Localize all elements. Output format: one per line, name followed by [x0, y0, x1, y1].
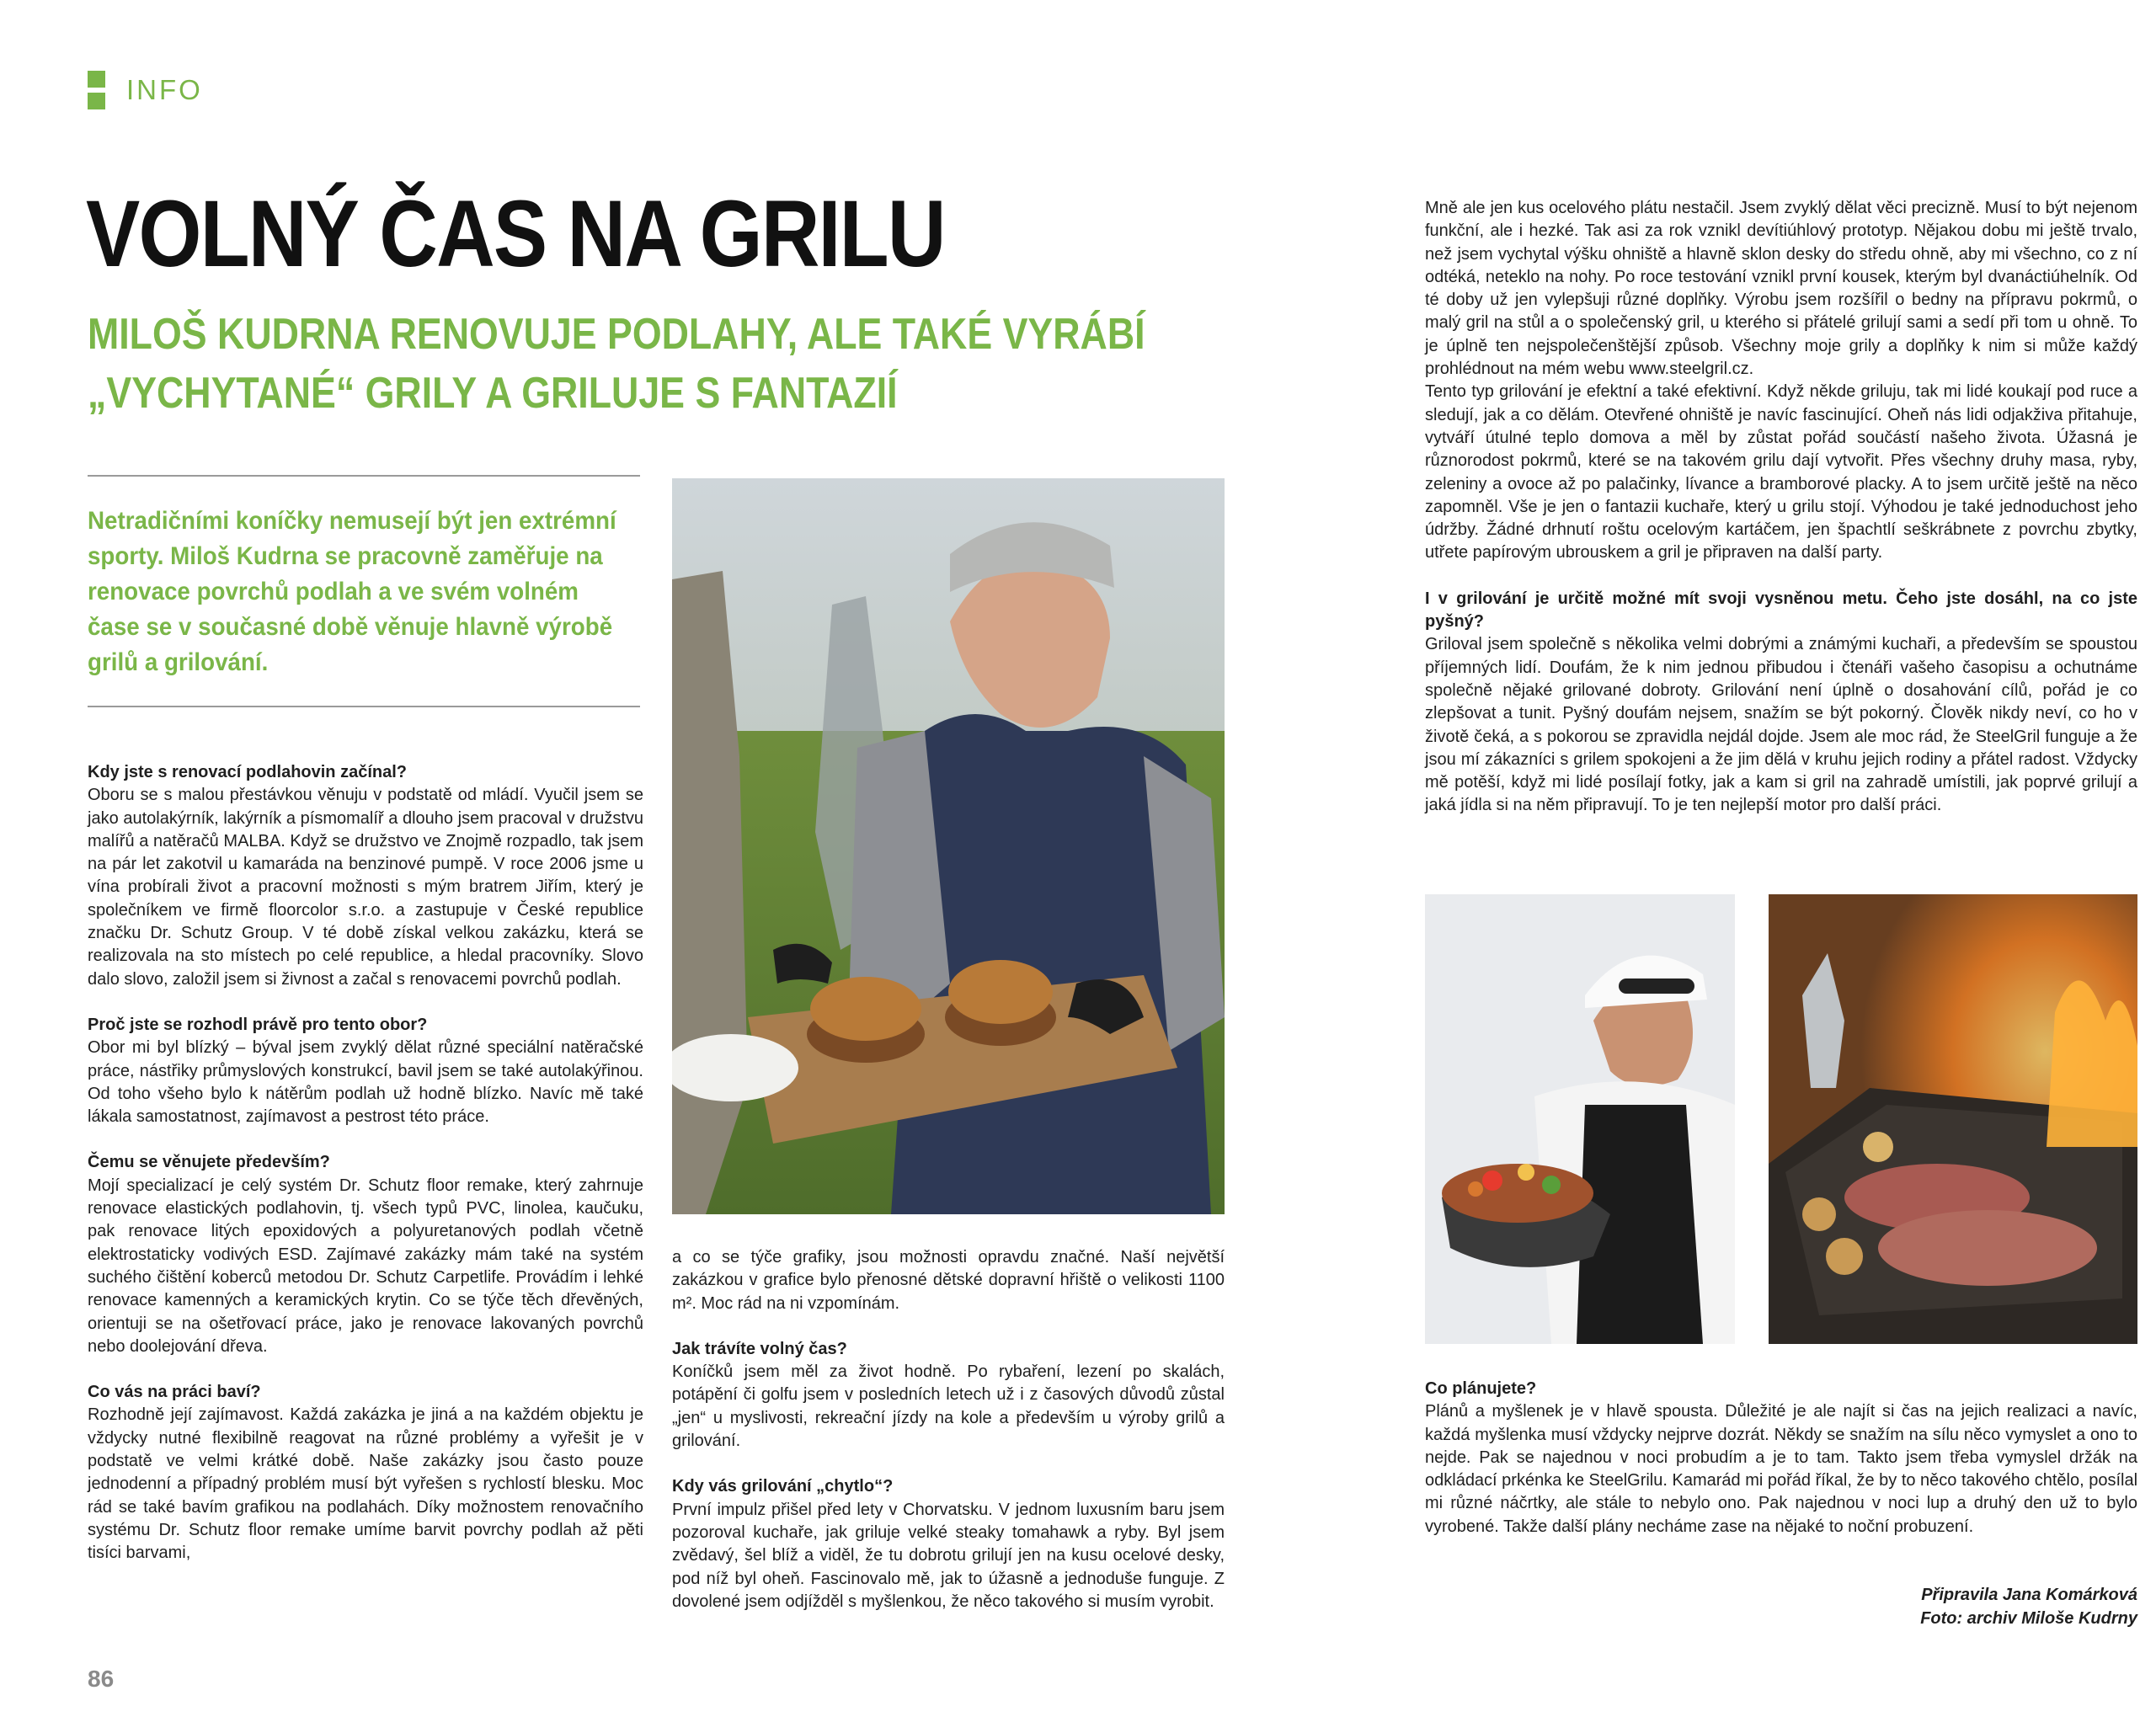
article-title: VOLNÝ ČAS NA GRILU	[86, 181, 945, 286]
question: Kdy vás grilování „chytlo“?	[672, 1477, 894, 1496]
page-number: 86	[88, 1666, 115, 1692]
question: Kdy jste s renovací podlahovin začínal?	[88, 763, 407, 781]
answer: Plánů a myšlenek je v hlavě spousta. Důležité je ale najít si čas na jejich realizaci a navíc, každá myšlenka musí vždycky nejprve dozrát. Někdy se snažím na sílu něco vymyslet a ono to nejde. Pak se najednou v noci probudím a je to tam. Takto jsem třeba vymyslel držák na odkládací prkénka ke SteelGrilu. Kamarád mi pořád říkal, že by to něco takového chtělo, posílal mi různé náčrtky, ale stále to nebylo ono. Pak najednou v noci lup a druhý den už to bylo vyrobené. Takže další plány necháme zase na nějaké to noční probuzení.	[1425, 1402, 2138, 1536]
answer: Rozhodně její zajímavost. Každá zakázka je jiná a na každém objektu je vždycky nutné flexibilně reagovat na různé problémy a vyřešit je v podstatě ve velmi krátké době. Naše zakázky jsou často pouze jednodenní a případný problém musí být vyřešen s rychlostí blesku. Moc rád se také bavím grafikou na podlahách. Díky možnostem renovačního systému Dr. Schutz floor remake umíme barvit povrchy podlah až pěti tisíci barvami,	[88, 1405, 643, 1563]
section-marker	[88, 71, 105, 109]
lead-top-rule	[88, 475, 640, 477]
article-column-1	[88, 761, 643, 1565]
lead-bottom-rule	[88, 706, 640, 707]
answer: Mně ale jen kus ocelového plátu nestačil. Jsem zvyklý dělat věci precizně. Musí to být nejenom funkční, ale i hezké. Tak asi za rok vznikl devítiúhlový prototyp. Nějakou dobu mi ještě trvalo, než jsem vychytal výšku ohniště a hlavně sklon desky do středu ohně, aby mi všechno, co z ní odtéká, neteklo na nohy. Po roce testování vznikl první kousek, kterým byl dvanáctiúhelník. Od té doby už jen vylepšuji různé doplňky. Výrobu jsem rozšířil o bedny na přípravu pokrmů, o malý gril na stůl a o společenský gril, u kterého si přátelé grilují sami a sedí při tom u ohně. To je úplně ten nejspolečenštější způsob. Všechny moje grily a doplňky k nim si může každý prohlédnout na mém webu www.steelgril.cz.	[1425, 199, 2137, 379]
question: Co plánujete?	[1425, 1379, 1537, 1398]
steelgril-photo	[1769, 894, 2137, 1344]
author-credit: Připravila Jana Komárková	[1921, 1586, 2137, 1604]
question: I v grilování je určitě možné mít svoji vysněnou metu. Čeho jste dosáhl, na co jste pyšný?	[1425, 589, 2137, 632]
answer: Obor mi byl blízký – býval jsem zvyklý dělat různé speciální natěračské práce, nástřiky průmyslových konstrukcí, bavil jsem se také autolakýřinou. Od toho všeho bylo k nátěrům podlah už hodně blízko. Navíc mě také lákala samostatnost, zajímavost a pestrost této práce.	[88, 1038, 643, 1127]
answer: Griloval jsem společně s několika velmi dobrými a známými kuchaři, a především se spoustou příjemných lidí. Doufám, že k nim jednou přibudou i čtenáři vašeho časopisu a ochutnáme společně nějaké grilované dobroty. Grilování není úplně o dosahování cílů, pořád je co zlepšovat a tunit. Pyšný doufám nejsem, snažím se být pokorný. Člověk nikdy neví, co ho v životě čeká, a s pokorou se zpravidla nejdál dojde. Jsem ale moc rád, že SteelGril funguje a že jsou mí zákazníci s grilem spokojeni a že jim dělá v kruhu jejich rodiny a přátel radost. Vždycky mě potěší, když mi lidé posílají fotky, jak a kam si gril na zahradě umístili, jak poprvé grilují a jaká jídla si na něm připravují. To je ten nejlepší motor pro další práci.	[1425, 635, 2137, 815]
answer: a co se týče grafiky, jsou možnosti opravdu značné. Naší největší zakázkou v grafice bylo přenosné dětské dopravní hřiště o velikosti 1100 m². Moc rád na ni vzpomínám.	[672, 1248, 1225, 1313]
answer: Mojí specializací je celý systém Dr. Schutz floor remake, který zahrnuje renovace elastických podlahovin, tj. všech typů PVC, linolea, kaučuku, pak renovace litých epoxidových a polyuretanových podlah včetně elektrostaticky vodivých ESD. Zajímavé zakázky mám také na systém suchého čištění koberců metodou Dr. Schutz Carpetlife. Provádím i lehké renovace kamenných a keramických krytin. Co se týče těch dřevěných, orientuji se na ošetřovací práce, jako je renovace lakovaných povrchů nebo doolejování dřeva.	[88, 1176, 643, 1356]
question: Co vás na práci baví?	[88, 1383, 261, 1402]
photo-credit: Foto: archiv Miloše Kudrny	[1920, 1609, 2137, 1628]
article-column-2	[672, 1246, 1225, 1613]
question: Proč jste se rozhodl právě pro tento obor?	[88, 1015, 428, 1034]
answer: Koníčků jsem měl za život hodně. Po rybaření, lezení po skalách, potápění či golfu jsem v posledních letech už i z časových důvodů zůstal „jen“ u myslivosti, rekreační jízdy na kole a především u výroby grilů a grilování.	[672, 1362, 1225, 1451]
article-column-4	[1425, 1378, 2137, 1538]
article-credits	[1718, 1583, 2137, 1630]
portrait-photo	[672, 478, 1225, 1214]
chef-wok-photo	[1425, 894, 1735, 1344]
article-subtitle: MILOŠ KUDRNA RENOVUJE PODLAHY, ALE TAKÉ VYRÁBÍ „VYCHYTANÉ“ GRILY A GRILUJE S FANTAZIÍ	[88, 310, 1145, 418]
answer: Tento typ grilování je efektní a také efektivní. Když někde griluju, tak mi lidé koukají pod ruce a sledují, jak a co dělám. Otevřené ohniště je navíc fascinující. Oheň nás lidi odjakživa přitahuje, vytváří útulné teplo domova a měl by zůstat pořád součástí našeho života. Úžasná je různorodost pokrmů, které se na takovém grilu dají vytvořit. Přes všechny druhy masa, ryby, zeleniny a ovoce až po palačinky, lívance a bramborové placky. A to jsem určitě ještě na něco zapomněl. Vše je jen o fantazii kuchaře, který u grilu stojí. Výhodou je také jednoduchost jeho údržby. Žádné drhnutí roštu ocelovým kartáčem, jen špachtlí seškrábnete z povrchu zbytky, utřete papírovým ubrouskem a gril je připraven na další party.	[1425, 382, 2137, 563]
lead-paragraph: Netradičními koníčky nemusejí být jen extrémní sporty. Miloš Kudrna se pracovně zaměřuje na renovace povrchů podlah a ve svém volném čase se v současné době věnuje hlavně výrobě grilů a grilování.	[88, 507, 616, 676]
question: Jak trávíte volný čas?	[672, 1339, 847, 1358]
answer: Oboru se s malou přestávkou věnuju v podstatě od mládí. Vyučil jsem se jako autolakýrník, lakýrník a písmomalíř a dlouho jsem pracoval v družstvu malířů a natěračů MALBA. Když se družstvo ve Znojmě rozpadlo, tak jsem na pár let zakotvil u kamaráda na benzinové pumpě. V roce 2006 jsme u vína probírali život a pracovní možnosti s mým bratrem Jiřím, který je společníkem ve firmě floorcolor s.r.o. a zastupuje v České republice značku Dr. Schutz Group. V té době získal velkou zakázku, která se realizovala na sto místech po celé republice, a hledal pracovníky. Slovo dalo slovo, založil jsem si živnost a začal s renovacemi povrchů podlah.	[88, 786, 643, 989]
answer: První impulz přišel před lety v Chorvatsku. V jednom luxusním baru jsem pozoroval kuchaře, jak griluje velké steaky tomahawk a ryby. Byl jsem zvědavý, šel blíž a viděl, že tu dobrotu grilují jen na kusu ocelové desky, pod níž byl oheň. Fascinovalo mě, jak to úžasně a jednoduše funguje. Z dovolené jsem odjížděl s myšlenkou, že něco takového si musím vyrobit.	[672, 1500, 1225, 1611]
question: Čemu se věnujete především?	[88, 1153, 330, 1172]
section-label: INFO	[126, 74, 203, 105]
article-column-3	[1425, 197, 2137, 818]
